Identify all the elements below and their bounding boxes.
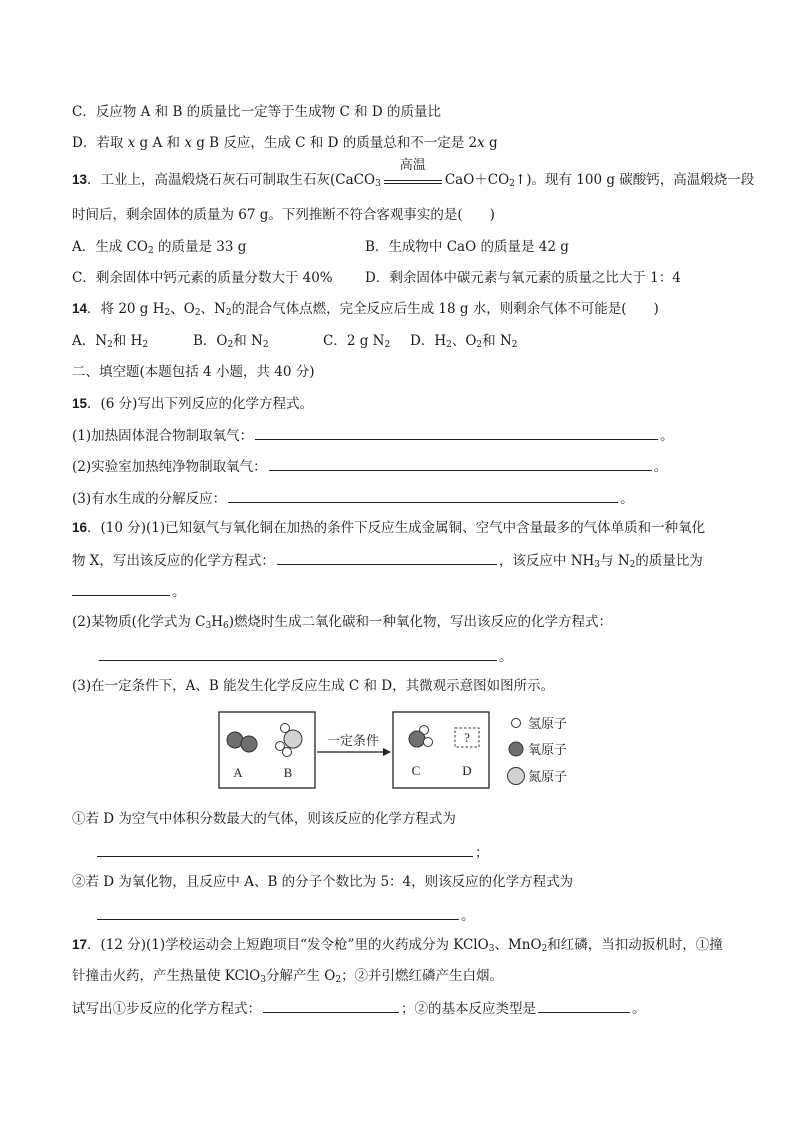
product-box xyxy=(393,712,489,788)
answer-blank[interactable] xyxy=(99,646,497,661)
answer-blank[interactable] xyxy=(277,550,497,565)
label-d: D xyxy=(462,763,472,778)
q16-c2: ②若 D 为氧化物，且反应中 A、B 的分子个数比为 5：4，则该反应的化学方程式为 xyxy=(72,874,574,890)
option-c: C．反应物 A 和 B 的质量比一定等于生成物 C 和 D 的质量比 xyxy=(72,104,441,120)
option-d: D．若取 x g A 和 x g B 反应，生成 C 和 D 的质量总和不一定是 2x g xyxy=(72,135,498,151)
reaction-condition: 高温 xyxy=(384,172,442,184)
answer-blank[interactable] xyxy=(97,842,473,857)
q17-line2: 针撞击火药，产生热量使 KClO$_3$分解产生 $O_2$；②并引燃红磷产生白烟。 xyxy=(72,968,504,985)
legend-oxygen-icon xyxy=(509,742,523,756)
q16-part3: (3)在一定条件下，A、B 能发生化学反应生成 C 和 D，其微观示意图如图所示。 xyxy=(72,678,555,694)
label-b: B xyxy=(283,765,293,780)
legend-nitrogen: 氮原子 xyxy=(528,770,568,785)
q16-number: 16 xyxy=(72,520,88,535)
reaction-micro-diagram xyxy=(218,711,580,791)
answer-blank[interactable] xyxy=(97,905,459,920)
section-heading: 二、填空题(本题包括 4 小题，共 40 分) xyxy=(72,364,315,380)
q16-line3: 。 xyxy=(72,581,186,602)
answer-blank[interactable] xyxy=(228,488,618,503)
answer-blank[interactable] xyxy=(269,456,652,471)
answer-blank[interactable] xyxy=(255,425,658,440)
q13-stem-line2: 时间后，剩余固体的质量为 67 g。下列推断不符合客观事实的是( ) xyxy=(72,207,495,223)
q16-c2-answer: 。 xyxy=(97,905,475,926)
q17-stem: 17．(12 分)(1)学校运动会上短跑项目“发令枪”里的火药成分为 KClO$_3$、MnO$_2$和红磷，当扣动扳机时，①撞 xyxy=(72,937,723,954)
answer-blank[interactable] xyxy=(538,998,630,1013)
q17-number: 17 xyxy=(72,937,88,952)
q14-option-b: B．$O_2$和 $N_2$ xyxy=(193,333,269,350)
label-a: A xyxy=(233,765,243,780)
q13-option-d: D．剩余固体中碳元素与氧元素的质量之比大于 1：4 xyxy=(365,270,681,286)
hydrogen-atom xyxy=(424,738,433,747)
oxygen-atom xyxy=(241,736,257,752)
answer-blank[interactable] xyxy=(72,581,170,596)
q15-part1: (1)加热固体混合物制取氧气： 。 xyxy=(72,425,674,446)
q14-number: 14 xyxy=(72,301,88,316)
q14-option-a: A．$N_2$和 $H_2$ xyxy=(72,333,149,350)
q14-option-d: D．$H_2$、$O_2$和 $N_2$ xyxy=(410,333,518,350)
q13-option-a: A．生成 $CO_2$ 的质量是 33 g xyxy=(72,239,247,256)
question-mark: ? xyxy=(464,730,470,745)
legend-nitrogen-icon xyxy=(508,768,525,785)
label-c: C xyxy=(411,763,421,778)
nitrogen-atom xyxy=(284,730,302,748)
q17-line3: 试写出①步反应的化学方程式： ；②的基本反应类型是 。 xyxy=(72,998,646,1019)
q16-stem: 16．(10 分)(1)已知氨气与氧化铜在加热的条件下反应生成金属铜、空气中含量最多的气体单质和一种氧化 xyxy=(72,520,706,536)
q16-part2-answer: 。 xyxy=(99,646,513,667)
q16-c1: ①若 D 为空气中体积分数最大的气体，则该反应的化学方程式为 xyxy=(72,811,456,827)
q13-stem: 13．工业上，高温煅烧石灰石可制取生石灰(CaCO$_3$ 高温 $CaO+CO_2↑$)。现有 100 g 碳酸钙，高温煅烧一段 xyxy=(72,158,755,189)
q16-line2: 物 X，写出该反应的化学方程式： ，该反应中 $NH_3$与 $N_2$的质量比为 xyxy=(72,550,703,575)
oxygen-atom xyxy=(409,731,425,747)
legend-oxygen: 氧原子 xyxy=(528,743,568,758)
answer-blank[interactable] xyxy=(263,998,399,1013)
hydrogen-atom xyxy=(283,748,292,757)
q15-number: 15 xyxy=(72,396,88,411)
arrow-label: 一定条件 xyxy=(326,734,380,749)
q13-option-b: B．生成物中 CaO 的质量是 42 g xyxy=(365,239,569,255)
q15-stem: 15．(6 分)写出下列反应的化学方程式。 xyxy=(72,396,313,412)
q15-part3: (3)有水生成的分解反应： 。 xyxy=(72,488,634,509)
q15-part2: (2)实验室加热纯净物制取氧气： 。 xyxy=(72,456,667,477)
q16-c1-answer: ； xyxy=(97,842,489,863)
arrow-head xyxy=(383,748,391,756)
q14-stem: 14．将 20 g $H_2$、$O_2$、$N_2$的混合气体点燃，完全反应后生成 18 g 水，则剩余气体不可能是( ) xyxy=(72,301,659,318)
legend-hydrogen: 氢原子 xyxy=(528,717,568,732)
q13-number: 13 xyxy=(72,172,88,187)
q13-option-c: C．剩余固体中钙元素的质量分数大于 40% xyxy=(72,270,333,286)
oxygen-atom xyxy=(227,732,243,748)
q14-option-c: C．2 g $N_2$ xyxy=(323,333,391,350)
q16-part2: (2)某物质(化学式为 $C_3H_6$)燃烧时生成二氧化碳和一种氧化物，写出该反应的化学方程式： xyxy=(72,614,613,631)
legend-hydrogen-icon xyxy=(512,719,521,728)
